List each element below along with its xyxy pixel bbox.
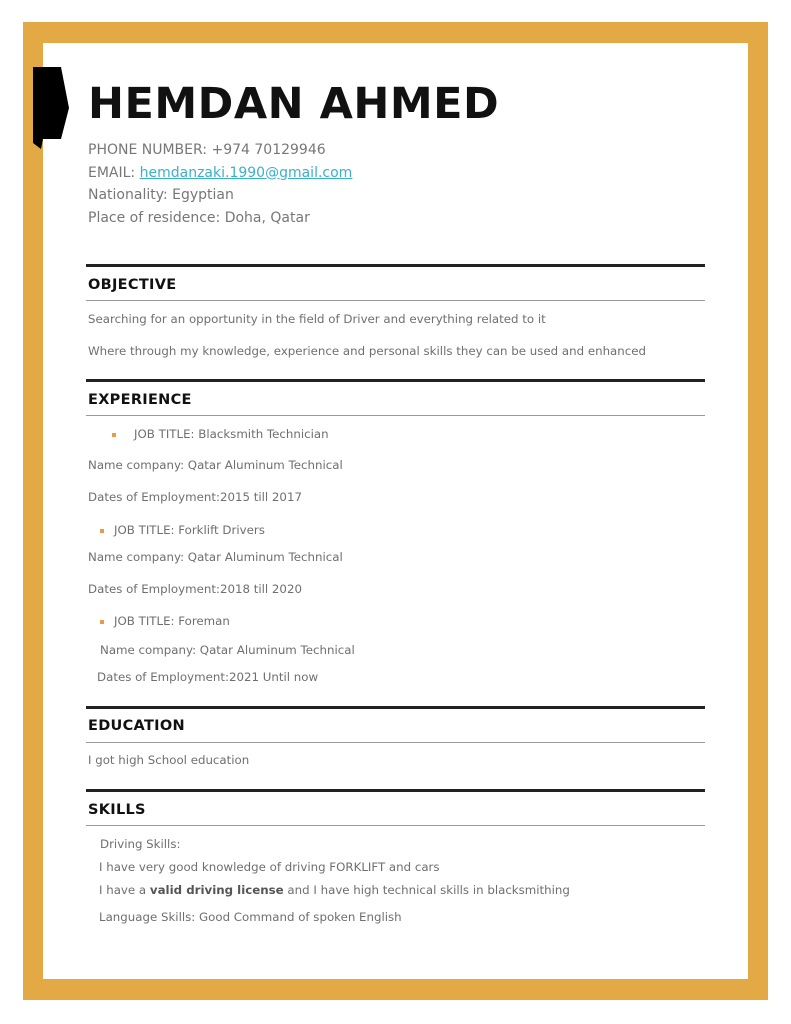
phone-label: PHONE NUMBER: — [88, 142, 208, 158]
job-dates-2: Dates of Employment:2018 till 2020 — [88, 582, 302, 596]
bullet-icon — [100, 529, 104, 533]
skills-line-2-bold: valid driving license — [149, 883, 284, 897]
education-heading: EDUCATION — [88, 718, 185, 734]
objective-line-1: Searching for an opportunity in the field of Driver and everything related to it — [88, 312, 546, 326]
phone-value: +974 70129946 — [211, 142, 326, 158]
skills-line-2-pre: I have a — [99, 883, 150, 897]
objective-rule-bottom — [86, 300, 705, 301]
bullet-icon — [100, 620, 104, 624]
nationality: Nationality: Egyptian — [88, 187, 234, 203]
job-title-2: JOB TITLE: Forklift Drivers — [114, 523, 265, 537]
phone-row — [88, 139, 352, 162]
skills-line-2 — [99, 883, 570, 898]
experience-rule-bottom — [86, 415, 705, 416]
job-dates-1: Dates of Employment:2015 till 2017 — [88, 490, 302, 504]
black-tab-marker — [33, 67, 69, 149]
objective-line-2: Where through my knowledge, experience and personal skills they can be used and enhanced — [88, 344, 646, 358]
skills-rule-top — [86, 789, 705, 792]
skills-heading: SKILLS — [88, 802, 146, 818]
driving-skills-label: Driving Skills: — [100, 837, 181, 851]
education-rule-top — [86, 706, 705, 709]
job-dates-3: Dates of Employment:2021 Until now — [97, 670, 319, 684]
education-rule-bottom — [86, 742, 705, 743]
objective-rule-top — [86, 264, 705, 267]
skills-rule-bottom — [86, 825, 705, 826]
experience-rule-top — [86, 379, 705, 382]
bullet-icon — [112, 433, 116, 437]
email-link[interactable]: hemdanzaki.1990@gmail.com — [139, 164, 353, 181]
job-company-2: Name company: Qatar Aluminum Technical — [88, 550, 343, 564]
job-company-1: Name company: Qatar Aluminum Technical — [88, 458, 343, 472]
contact-block — [88, 139, 352, 229]
candidate-name: HEMDAN AHMED — [88, 79, 500, 129]
job-company-3: Name company: Qatar Aluminum Technical — [100, 643, 355, 657]
job-title-3: JOB TITLE: Foreman — [114, 614, 230, 628]
experience-heading: EXPERIENCE — [88, 392, 192, 408]
skills-line-2-post: and I have high technical skills in blacksmithing — [283, 883, 570, 897]
email-row — [88, 162, 352, 185]
language-skills: Language Skills: Good Command of spoken English — [99, 910, 402, 924]
job-title-1: JOB TITLE: Blacksmith Technician — [134, 427, 329, 441]
email-label: EMAIL: — [88, 164, 136, 181]
education-text: I got high School education — [88, 753, 250, 767]
objective-heading: OBJECTIVE — [88, 277, 177, 293]
skills-line-1: I have very good knowledge of driving FORKLIFT and cars — [99, 860, 440, 874]
place-of-residence: Place of residence: Doha, Qatar — [88, 209, 310, 226]
